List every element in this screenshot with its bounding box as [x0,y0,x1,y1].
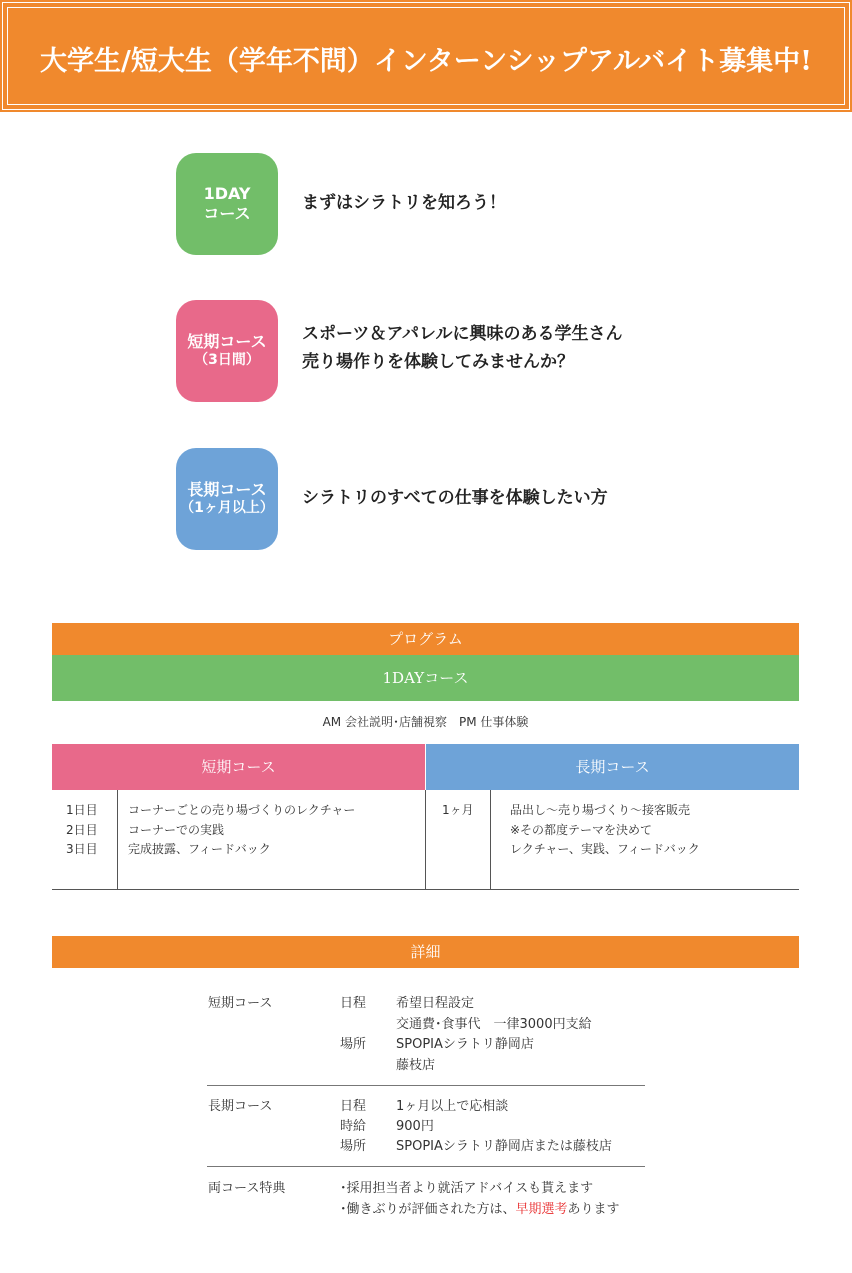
table-bottom-line [52,889,799,890]
course-badge-line2: （3日間） [194,352,260,369]
day-label: 2日目 [66,822,98,837]
table-divider [117,790,118,889]
long-items [510,801,700,860]
details-value: SPOPIAシラトリ静岡店または藤枝店 [396,1139,612,1154]
short-course-header: 短期コース [52,744,425,790]
course-desc-1day [302,189,506,217]
program-title-bar: プログラム [52,623,799,655]
course-desc-line: 売り場作りを体験してみませんか？ [302,352,574,372]
details-value: 1ヶ月以上で応相談 [396,1099,509,1114]
details-value: 900円 [396,1119,434,1134]
program-item: コーナーでの実践 [128,822,225,837]
course-badge-short [176,300,278,402]
early-selection-highlight: 早期選考 [515,1201,568,1217]
program-item: コーナーごとの売り場づくりのレクチャー [128,803,356,817]
course-badge-line1: 1DAY [203,184,251,203]
program-item: ※その都度テーマを決めて [510,822,653,837]
course-desc-line: スポーツ＆アパレルに興味のある学生さん [302,324,623,344]
day-label: 1日目 [66,803,98,817]
short-days [66,801,98,860]
details-key: 日程 [340,996,367,1011]
details-benefit-label: 両コース特典 [208,1181,286,1196]
course-badge-line1: 長期コース [187,480,267,500]
benefit-line [340,1200,620,1221]
long-period: 1ヶ月 [442,803,474,817]
details-value-line: 交通費･食事代 一律3000円支給 [396,1016,592,1032]
details-value-line: SPOPIAシラトリ静岡店 [396,1037,534,1052]
program-item: 完成披露、フィードバック [128,842,271,856]
course-desc-long [302,484,608,512]
course-desc-short [302,320,623,376]
banner-frame [2,2,850,110]
details-key: 時給 [340,1119,367,1134]
benefit-text: ･働きぶりが評価された方は、 [340,1201,516,1217]
details-value-line: 藤枝店 [396,1057,436,1073]
details-key: 場所 [340,1139,367,1154]
course-badge-line1: 短期コース [187,332,267,352]
day-label: 3日目 [66,842,98,856]
details-divider [207,1166,645,1167]
banner-title: 大学生/短大生（学年不問）インターンシップアルバイト募集中! [40,46,812,77]
details-short-label: 短期コース [208,996,273,1011]
course-badge-long [176,448,278,550]
program-item: レクチャー、実践、フィードバック [510,842,700,856]
oneday-schedule: AM 会社説明･店舗視察 PM 仕事体験 [322,715,529,729]
details-value [396,994,592,1035]
details-title-bar: 詳細 [52,936,799,968]
course-desc-line: シラトリのすべての仕事を体験したい方 [302,488,608,508]
details-key: 日程 [340,1099,367,1114]
course-desc-line: まずはシラトリを知ろう！ [302,193,506,213]
short-items [128,801,355,860]
table-divider [425,790,426,889]
header-banner [0,0,852,112]
course-badge-1day [176,153,278,255]
details-value [396,1035,534,1076]
long-course-header: 長期コース [426,744,799,790]
program-item: 品出し～売り場づくり～接客販売 [510,803,691,817]
course-badge-line2: コース [203,204,251,223]
details-benefit-lines [340,1179,620,1220]
details-long-label: 長期コース [208,1099,273,1114]
benefit-line: ･採用担当者より就活アドバイスも貰えます [340,1181,594,1196]
details-key: 場所 [340,1037,367,1052]
benefit-text: あります [567,1201,620,1217]
course-badge-line2: （1ヶ月以上） [180,500,274,517]
oneday-title-bar: 1DAYコース [52,655,799,701]
details-divider [207,1085,645,1086]
table-divider [490,790,491,889]
details-value-line: 希望日程設定 [396,996,475,1011]
